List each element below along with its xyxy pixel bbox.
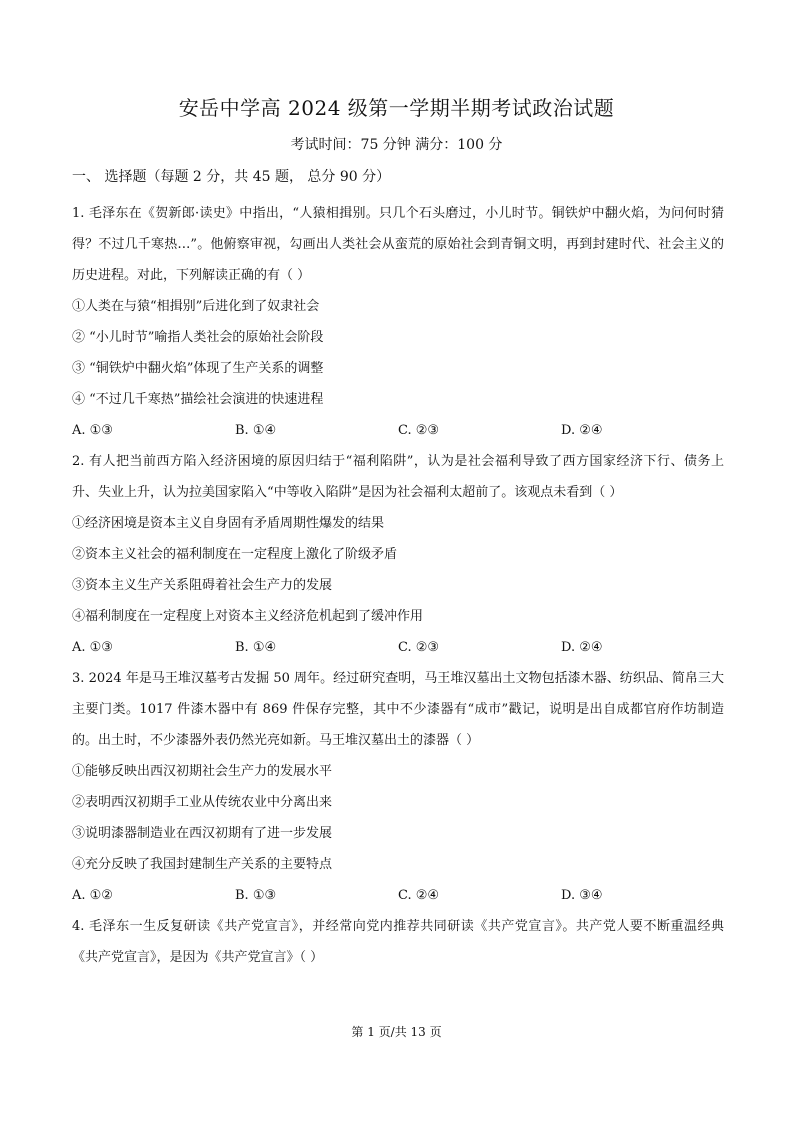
page-number: 第 1 页/共 13 页 [351,1025,442,1039]
answer-choices [72,880,724,911]
option-statement: ④福利制度在一定程度上对资本主义经济危机起到了缓冲作用 [72,609,424,624]
choice-a: A. ①③ [72,640,113,655]
question-1 [72,198,724,446]
option-statement: ①能够反映出西汉初期社会生产力的发展水平 [72,764,333,779]
option-statement: ④充分反映了我国封建制生产关系的主要特点 [72,857,333,872]
question-3 [72,663,724,911]
page-title: 安岳中学高 2024 级第一学期半期考试政治试题 [178,96,615,120]
choice-c: C. ②③ [398,640,440,655]
option-statement: ①人类在与猿“相揖别”后进化到了奴隶社会 [72,299,320,314]
answer-choices [72,632,724,663]
option-statement: ③说明漆器制造业在西汉初期有了进一步发展 [72,826,333,841]
exam-info: 考试时间：75 分钟 满分：100 分 [290,137,503,153]
choice-b: B. ①④ [235,640,277,655]
question-stem: 2. 有人把当前西方陷入经济困境的原因归结于“福利陷阱”，认为是社会福利导致了西方国家经济下行、债务上升、失业上升，认为拉美国家陷入“中等收入陷阱”是因为社会福利太超前了。该观点未看到（ ） [72,454,724,500]
question-4 [72,911,724,973]
option-statement: ①经济困境是资本主义自身固有矛盾周期性爆发的结果 [72,516,385,531]
question-stem: 1. 毛泽东在《贺新郎·读史》中指出，“人猿相揖别。只几个石头磨过，小儿时节。铜铁炉中翻火焰，为问何时猜得？不过几千寒热…”。他俯察审视，勾画出人类社会从蛮荒的原始社会到青铜文明，再到封建时代、社会主义的历史进程。对此，下列解读正确的有（ ） [72,206,724,283]
choice-c: C. ②④ [398,888,440,903]
choice-b: B. ①④ [235,423,277,438]
option-statement: ② “小儿时节”喻指人类社会的原始社会阶段 [72,330,324,345]
option-statement: ②资本主义社会的福利制度在一定程度上激化了阶级矛盾 [72,547,398,562]
question-stem: 4. 毛泽东一生反复研读《共产党宣言》，并经常向党内推荐共同研读《共产党宣言》。共产党人要不断重温经典《共产党宣言》，是因为《共产党宣言》（ ） [72,919,724,965]
choice-b: B. ①③ [235,888,277,903]
option-statement: ③ “铜铁炉中翻火焰”体现了生产关系的调整 [72,361,324,376]
answer-choices [72,415,724,446]
choice-d: D. ②④ [561,640,603,655]
question-stem: 3. 2024 年是马王堆汉墓考古发掘 50 周年。经过研究查明，马王堆汉墓出土文物包括漆木器、纺织品、简帛三大主要门类。1017 件漆木器中有 869 件保存完整，其中不少漆器有“成市”戳记，说明是出自成都官府作坊制造的。出土时，不少漆器外表仍然光亮如新。马王堆汉墓出土的漆器（ ） [72,671,724,748]
question-2 [72,446,724,663]
choice-d: D. ③④ [561,888,603,903]
option-statement: ③资本主义生产关系阻碍着社会生产力的发展 [72,578,333,593]
section-heading: 一、 选择题（每题 2 分，共 45 题， 总分 90 分） [72,169,391,185]
choice-d: D. ②④ [561,423,603,438]
option-statement: ②表明西汉初期手工业从传统农业中分离出来 [72,795,333,810]
questions-list [72,198,724,973]
choice-a: A. ①③ [72,423,113,438]
choice-c: C. ②③ [398,423,440,438]
option-statement: ④ “不过几千寒热”描绘社会演进的快速进程 [72,392,324,407]
choice-a: A. ①② [72,888,113,903]
